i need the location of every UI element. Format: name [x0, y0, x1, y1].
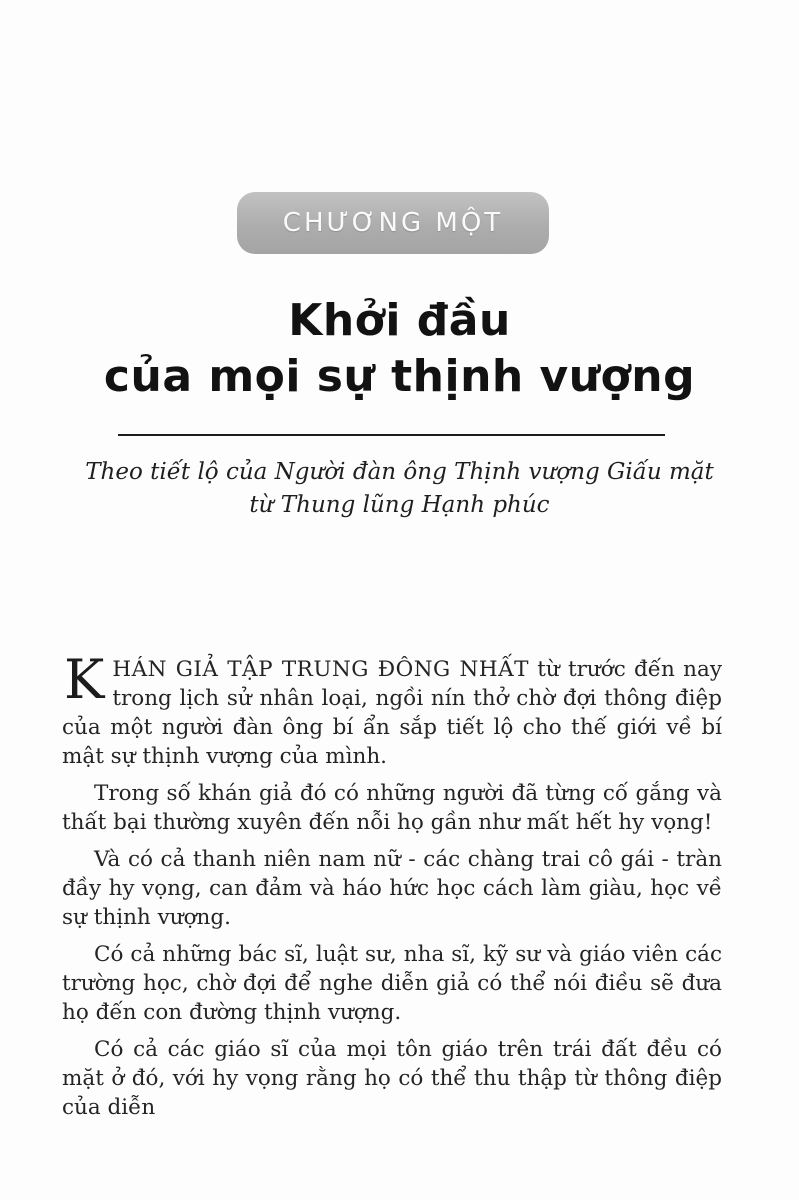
page-title-line2: của mọi sự thịnh vượng [103, 351, 696, 402]
body-text [62, 648, 722, 1130]
paragraph: Và có cả thanh niên nam nữ - các chàng trai cô gái - tràn đầy hy vọng, can đảm và háo hức học cách làm giàu, học về sự thịnh vượng. [62, 847, 722, 930]
lead-caps: HÁN GIẢ TẬP TRUNG ĐÔNG NHẤT [112, 657, 529, 682]
drop-cap: K [64, 648, 105, 711]
subtitle: Theo tiết lộ của Người đàn ông Thịnh vượng Giấu mặt từ Thung lũng Hạnh phúc [85, 459, 714, 518]
paragraph: Trong số khán giả đó có những người đã từng cố gắng và thất bại thường xuyên đến nỗi họ gần như mất hết hy vọng! [62, 781, 722, 835]
paragraph: Có cả những bác sĩ, luật sư, nha sĩ, kỹ sư và giáo viên các trường học, chờ đợi để nghe diễn giả có thể nói điều sẽ đưa họ đến con đường thịnh vượng. [62, 942, 722, 1025]
page-title [0, 293, 799, 405]
title-divider [118, 434, 665, 436]
lead-text: từ trước đến nay trong lịch sử nhân loại, ngồi nín thở chờ đợi thông điệp của một người đàn ông bí ẩn sắp tiết lộ cho thế giới về bí mật sự thịnh vượng của mình. [62, 657, 722, 769]
lead-paragraph [62, 648, 722, 771]
chapter-badge: CHƯƠNG MỘT [237, 192, 549, 254]
page-title-line1: Khởi đầu [288, 295, 511, 346]
paragraph: Có cả các giáo sĩ của mọi tôn giáo trên trái đất đều có mặt ở đó, với hy vọng rằng họ có thể thu thập từ thông điệp của diễn [62, 1037, 722, 1120]
